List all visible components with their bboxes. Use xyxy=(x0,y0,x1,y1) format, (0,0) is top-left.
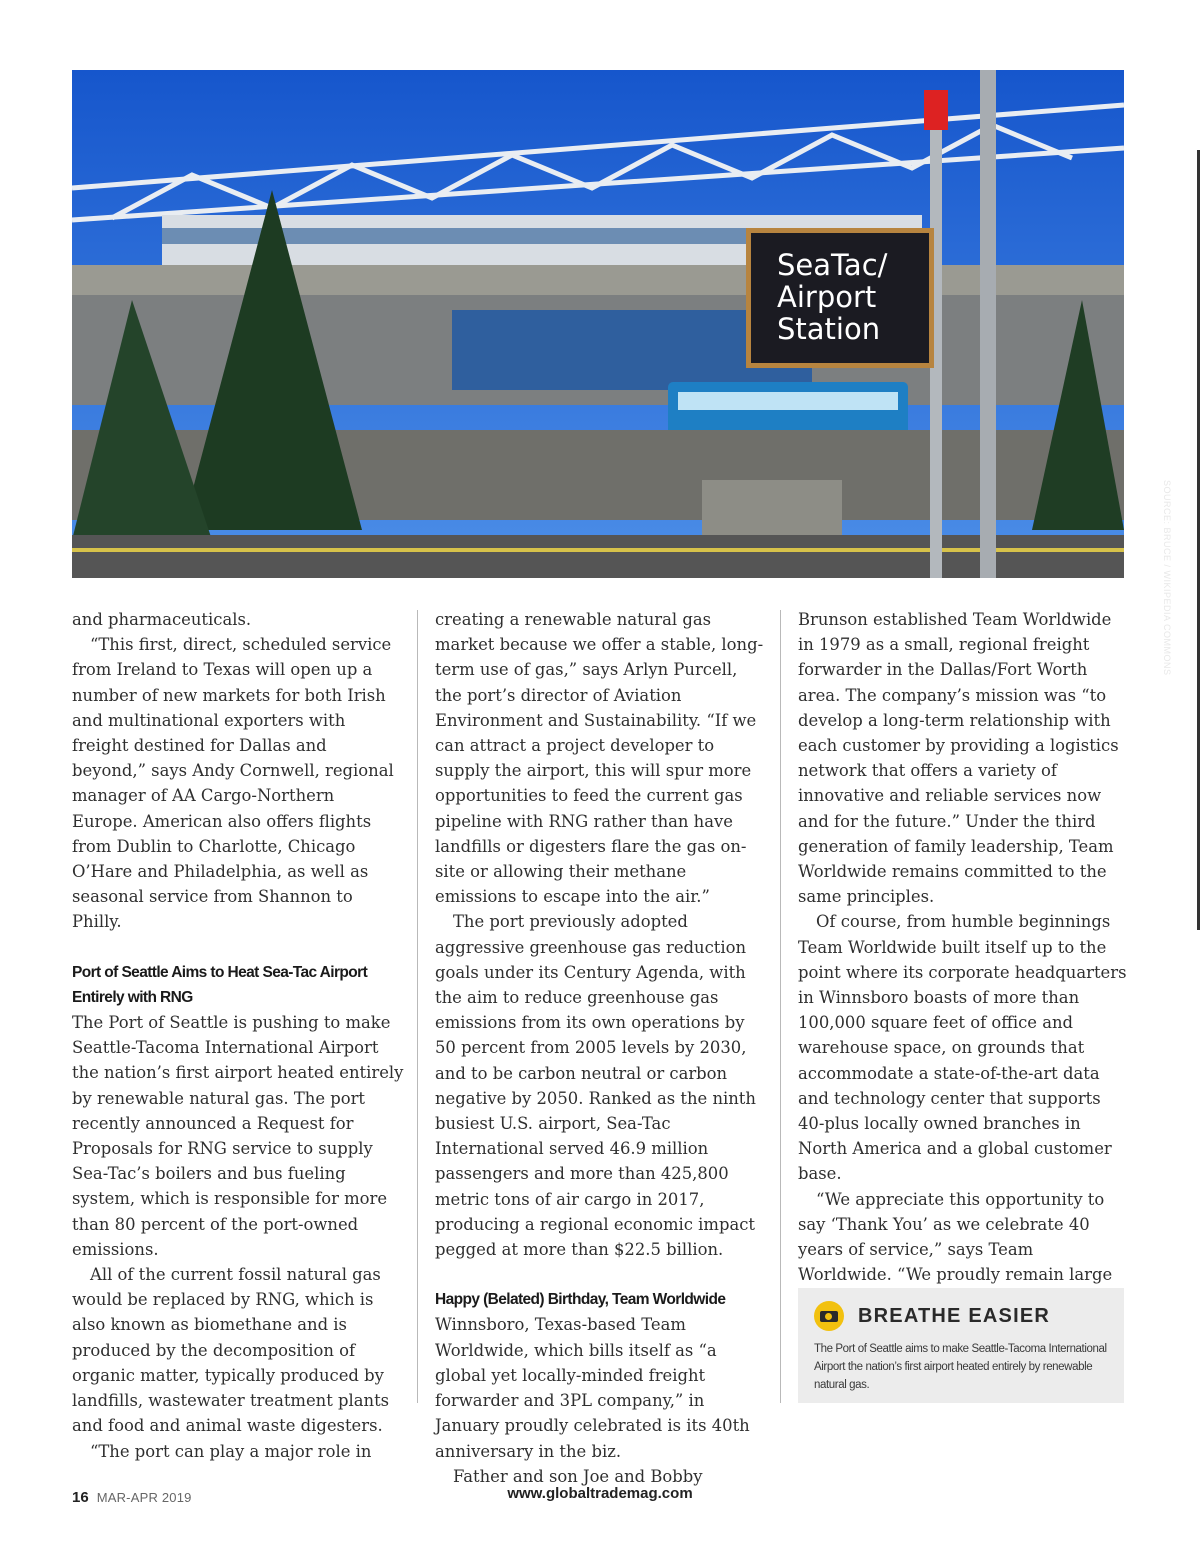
sign-line: Station xyxy=(777,312,881,346)
section-heading-rng: Port of Seattle Aims to Heat Sea-Tac Airport Entirely with RNG xyxy=(72,963,368,1006)
paragraph-text: “We appreciate this opportunity to say ‘Thank You’ as we celebrate 40 years of service,” says Team Worldwide. “We proudly remain large xyxy=(798,1189,1113,1285)
sign-line: SeaTac/ xyxy=(777,248,888,282)
paragraph: The Port of Seattle is pushing to make Seattle-Tacoma International Airport the nation’s first airport heated entirely by renewable natural gas. The port recently announced a Request for Proposals for RNG service to supply Sea-Tac’s boilers and bus fueling system, which is responsible for more than 80 percent of the port-owned emissions. xyxy=(72,1013,404,1259)
column-divider xyxy=(417,610,418,1403)
photo-credit: SOURCE: BRUCE / WIKIPEDIA COMMONS xyxy=(1162,480,1172,676)
issue-date: MAR-APR 2019 xyxy=(96,1490,192,1505)
column-2 xyxy=(435,607,765,1489)
page-folio xyxy=(72,1489,192,1506)
paragraph: All of the current fossil natural gas would be replaced by RNG, which is also known as biomethane and is produced by the decomposition of organic matter, typically produced by landfills, wastewater treatment plants and food and animal waste digesters. xyxy=(72,1265,390,1436)
sidebar-header xyxy=(814,1300,1108,1332)
paragraph: Winnsboro, Texas-based Team Worldwide, which bills itself as “a global yet locally-minded freight forwarder and 3PL company,” in January proudly celebrated is its 40th anniversary in the biz. xyxy=(435,1315,750,1461)
column-3 xyxy=(798,607,1128,1338)
paragraph: and pharmaceuticals. xyxy=(72,610,252,629)
column-1 xyxy=(72,607,404,1464)
paragraph: Father and son Joe and Bobby xyxy=(453,1466,703,1486)
paragraph: The port previously adopted aggressive greenhouse gas reduction goals under its Century Agenda, with the aim to reduce greenhouse gas emissions from its own operations by 50 percent from 2005 levels by 2030, and to be carbon neutral or carbon negative by 2050. Ranked as the ninth busiest U.S. airport, Sea-Tac International served 46.9 million passengers and more than 425,800 metric tons of air cargo in 2017, producing a regional economic impact pegged at more than $22.5 billion. xyxy=(435,912,756,1260)
paragraph: Of course, from humble beginnings Team Worldwide built itself up to the point where its corporate headquarters in Winnsboro boasts of more than 100,000 square feet of office and warehouse space, on grounds that accommodate a state-of-the-art data and technology center that supports 40-plus locally owned branches in North America and a global customer base. xyxy=(798,912,1127,1184)
sidebar-text: The Port of Seattle aims to make Seattle-Tacoma International Airport the nation’s first airport heated entirely by renewable natural gas. xyxy=(814,1343,1107,1391)
column-divider xyxy=(780,610,781,1403)
station-sign xyxy=(746,228,934,368)
photo-illustration xyxy=(72,70,1124,578)
paragraph: Brunson established Team Worldwide in 1979 as a small, regional freight forwarder in the Dallas/Fort Worth area. The company’s mission was “to develop a long-term relationship with each customer by providing a logistics network that offers a variety of innovative and reliable services now and for the future.” Under the third generation of family leadership, Team Worldwide remains committed to the same principles. xyxy=(798,610,1119,907)
breathe-easier-sidebar xyxy=(798,1288,1124,1403)
paragraph: “This first, direct, scheduled service from Ireland to Texas will open up a number of new markets for both Irish and multinational exporters with freight destined for Dallas and beyond,” says Andy Cornwell, regional manager of AA Cargo-Northern Europe. American also offers flights from Dublin to Charlotte, Chicago O’Hare and Philadelphia, as well as seasonal service from Shannon to Philly. xyxy=(72,635,394,932)
website-url: www.globaltrademag.com xyxy=(507,1485,693,1502)
sign-line: Airport xyxy=(777,280,877,314)
section-heading-team-worldwide: Happy (Belated) Birthday, Team Worldwide xyxy=(435,1291,726,1309)
paragraph: creating a renewable natural gas market because we offer a stable, long-term use of gas,” says Arlyn Purcell, the port’s director of Aviation Environment and Sustainability. “If we can attract a project developer to supply the airport, this will spur more opportunities to feed the current gas pipeline with RNG rather than have landfills or digesters flare the gas on-site or allowing their methane emissions to escape into the air.” xyxy=(435,610,764,907)
camera-icon xyxy=(814,1301,844,1331)
paragraph: “The port can play a major role in xyxy=(90,1441,372,1461)
sidebar-title: BREATHE EASIER xyxy=(858,1304,1051,1327)
page-number: 16 xyxy=(72,1489,89,1506)
